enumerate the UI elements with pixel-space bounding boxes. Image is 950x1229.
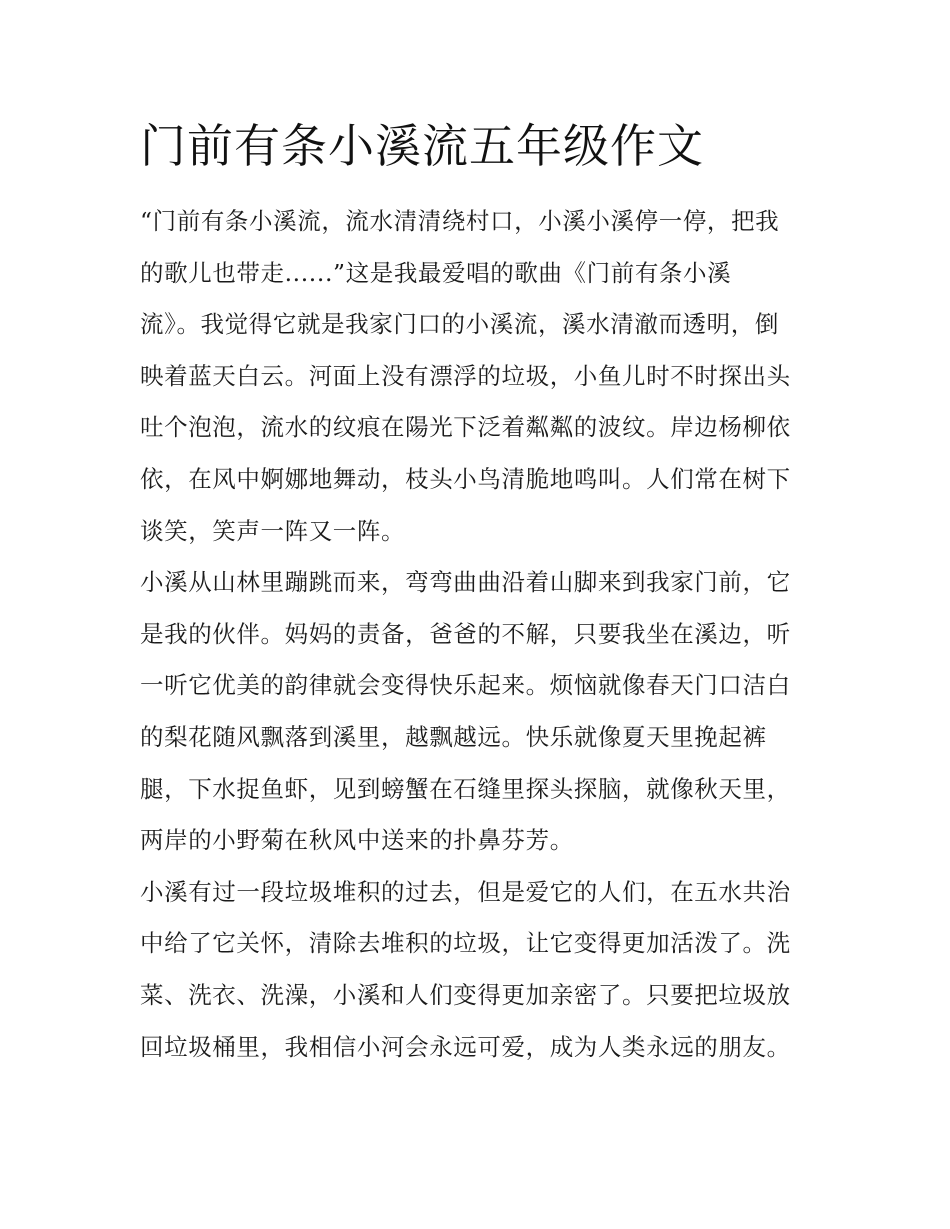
- paragraph-line: 的歌儿也带走......”这是我最爱唱的歌曲《门前有条小溪: [140, 258, 732, 287]
- paragraph-line: 吐个泡泡，流水的纹痕在陽光下泛着粼粼的波纹。岸边杨柳依: [140, 413, 791, 442]
- paragraph-line: 依，在风中婀娜地舞动，枝头小鸟清脆地鸣叫。人们常在树下: [140, 464, 791, 493]
- paragraph-line: 一听它优美的韵律就会变得快乐起来。烦恼就像春天门口洁白: [140, 671, 791, 700]
- paragraph-line: 菜、洗衣、洗澡，小溪和人们变得更加亲密了。只要把垃圾放: [140, 980, 791, 1009]
- paragraph-line: “门前有条小溪流，流水清清绕村口，小溪小溪停一停，把我: [140, 207, 780, 235]
- paragraph-line: 是我的伙伴。妈妈的责备，爸爸的不解，只要我坐在溪边，听: [140, 619, 791, 648]
- paragraph-line: 小溪有过一段垃圾堆积的过去，但是爱它的人们，在五水共治: [140, 877, 791, 906]
- paragraph-line: 谈笑，笑声一阵又一阵。: [140, 516, 406, 545]
- document-page: [140, 110, 815, 1073]
- paragraph-2: [140, 557, 815, 867]
- paragraph-line: 回垃圾桶里，我相信小河会永远可爱，成为人类永远的朋友。: [140, 1032, 791, 1061]
- paragraph-line: 小溪从山林里蹦跳而来，弯弯曲曲沿着山脚来到我家门前，它: [140, 568, 791, 597]
- paragraph-line: 两岸的小野菊在秋风中送来的扑鼻芬芳。: [140, 826, 574, 855]
- paragraph-3: [140, 867, 815, 1073]
- paragraph-line: 腿，下水捉鱼虾，见到螃蟹在石缝里探头探脑，就像秋天里，: [140, 774, 791, 803]
- paragraph-line: 映着蓝天白云。河面上没有漂浮的垃圾，小鱼儿时不时探出头: [140, 361, 791, 390]
- document-title: 门前有条小溪流五年级作文: [140, 119, 704, 173]
- paragraph-line: 中给了它关怀，清除去堆积的垃圾，让它变得更加活泼了。洗: [140, 929, 791, 958]
- paragraph-1: [140, 196, 815, 557]
- paragraph-line: 流》。我觉得它就是我家门口的小溪流，溪水清澈而透明，倒: [140, 310, 779, 339]
- paragraph-line: 的梨花随风飘落到溪里，越飘越远。快乐就像夏天里挽起裤: [140, 722, 767, 751]
